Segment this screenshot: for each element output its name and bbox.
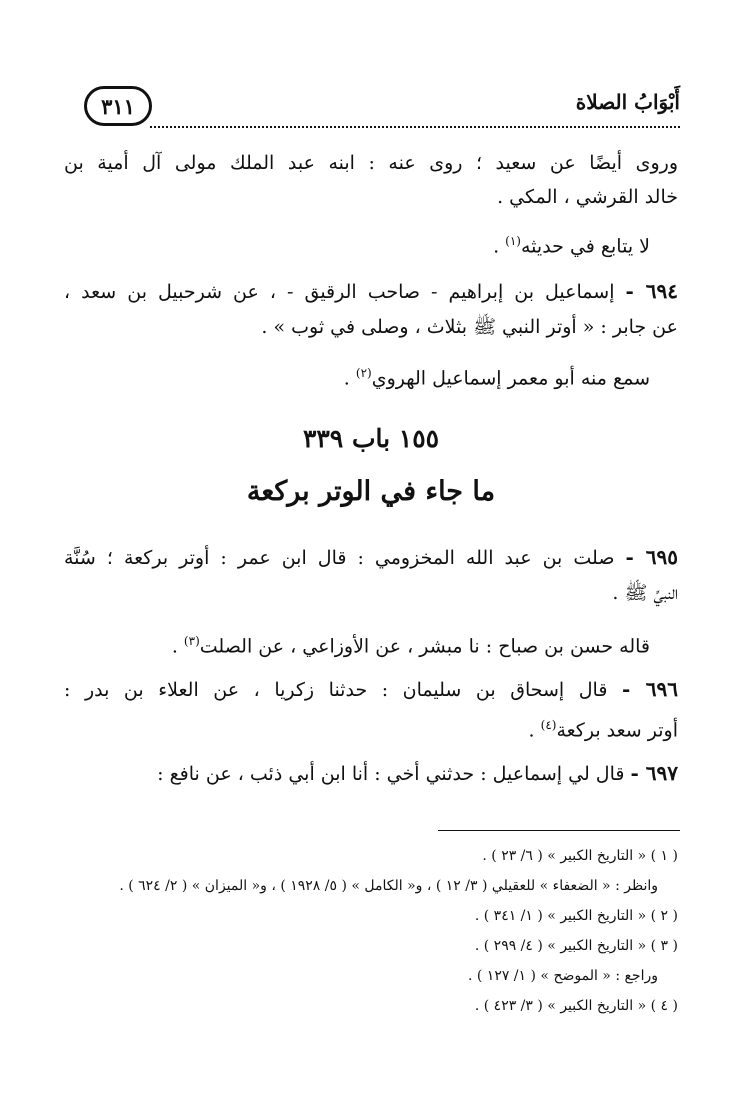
text-line: النبيِّ ﷺ . [612,582,678,604]
text: صلت بن عبد الله المخزومي : قال ابن عمر : أوتر بركعة ؛ سُنَّة [64,547,615,569]
text: قاله حسن بن صباح : نا مبشر ، عن الأوزاعي ، عن الصلت [199,635,650,658]
text-line [64,712,678,743]
footnote: وانظر : « الضعفاء » للعقيلي ( ٣/ ١٢ ) ، و« الكامل » ( ٥/ ١٩٢٨ ) ، و« الميزان » ( ٢/ ٦٢٤ ) . [119,878,658,894]
period: . [493,235,500,258]
footnote: ( ٢ ) « التاريخ الكبير » ( ١/ ٣٤١ ) . [474,908,678,924]
entry-number: ٦٩٦ - [622,677,679,701]
section-title: ما جاء في الوتر بركعة [246,476,496,507]
text-line [64,360,650,391]
text: أوتر سعد بركعة [556,719,678,742]
running-title: أَبْوَابُ الصلاة [575,90,680,114]
entry-695 [64,544,678,571]
period: . [343,367,350,390]
footnote: ( ١ ) « التاريخ الكبير » ( ٦/ ٢٣ ) . [482,848,678,864]
footnote: وراجع : « الموضح » ( ١/ ١٢٧ ) . [467,968,658,984]
period: . [528,719,535,742]
text: قال إسحاق بن سليمان : حدثنا زكريا ، عن العلاء بن بدر : [64,679,608,701]
text-line: عن جابر : « أوتر النبي ﷺ بثلاث ، وصلى في ثوب » . [261,316,678,338]
text-line [64,228,650,259]
text-line: وروى أيضًا عن سعيد ؛ روى عنه : ابنه عبد الملك مولى آل أمية بن [64,152,678,174]
text: سمع منه أبو معمر إسماعيل الهروي [371,367,650,390]
footnote-separator [438,830,680,831]
footnote-ref: (٢) [355,366,372,380]
footnote-ref: (١) [505,234,521,248]
footnote-ref: (٤) [540,718,557,732]
header-dotted-rule [150,126,680,128]
entry-number: ٦٩٥ - [625,545,679,569]
entry-number: ٦٩٤ - [625,279,678,303]
entry-697 [64,760,678,787]
text-line [64,628,650,659]
text: إسماعيل بن إبراهيم - صاحب الرقيق - ، عن شرحبيل بن سعد ، [64,281,615,303]
text: قال لي إسماعيل : حدثني أخي : أنا ابن أبي ذئب ، عن نافع : [157,763,625,785]
text-line: خالد القرشي ، المكي . [497,186,678,208]
footnote: ( ٤ ) « التاريخ الكبير » ( ٣/ ٤٢٣ ) . [474,998,678,1014]
entry-number: ٦٩٧ - [630,761,678,785]
chapter-heading: ١٥٥ باب ٣٣٩ [302,424,440,453]
entry-694 [64,278,678,305]
text: لا يتابع في حديثه [520,235,650,258]
page-number: ٣١١ [84,86,152,126]
footnote: ( ٣ ) « التاريخ الكبير » ( ٤/ ٢٩٩ ) . [474,938,678,954]
footnote-ref: (٣) [183,634,200,648]
entry-696 [64,676,678,703]
period: . [171,635,178,658]
